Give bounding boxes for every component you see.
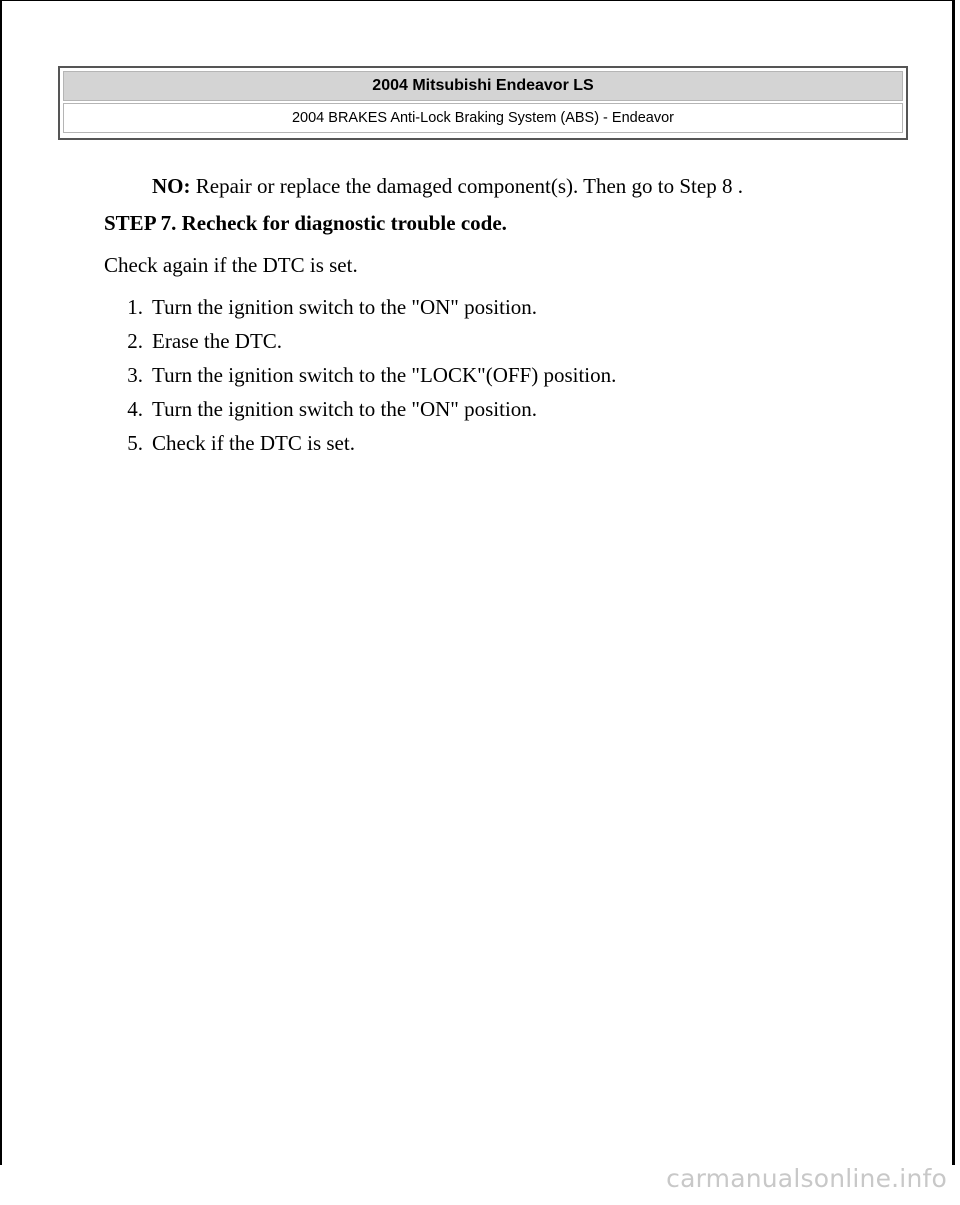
list-item <box>104 295 904 321</box>
intro-text: Check again if the DTC is set. <box>104 253 358 278</box>
document-body <box>104 174 904 465</box>
list-item <box>104 363 904 389</box>
list-item-number: 3. <box>127 362 143 387</box>
list-item-text: Check if the DTC is set. <box>152 430 355 455</box>
step-list <box>104 295 904 457</box>
header-title: 2004 Mitsubishi Endeavor LS <box>63 71 903 101</box>
no-result-paragraph <box>152 174 904 199</box>
list-item <box>104 431 904 457</box>
watermark: carmanualsonline.info <box>666 1164 947 1193</box>
list-item <box>104 329 904 355</box>
list-item-number: 5. <box>127 430 143 455</box>
no-text: Repair or replace the damaged component(s). Then go to Step 8 . <box>190 174 743 198</box>
list-item-text: Turn the ignition switch to the "ON" position. <box>152 294 538 319</box>
no-label: NO: <box>152 174 191 198</box>
document-header <box>58 66 908 140</box>
list-item-text: Turn the ignition switch to the "ON" position. <box>152 396 538 421</box>
step-heading: STEP 7. Recheck for diagnostic trouble code. <box>104 211 507 236</box>
header-subtitle: 2004 BRAKES Anti-Lock Braking System (ABS) - Endeavor <box>63 103 903 133</box>
list-item-number: 1. <box>127 294 143 319</box>
list-item-number: 4. <box>127 396 143 421</box>
list-item-number: 2. <box>127 328 143 353</box>
list-item-text: Turn the ignition switch to the "LOCK"(OFF) position. <box>152 362 617 387</box>
list-item <box>104 397 904 423</box>
list-item-text: Erase the DTC. <box>152 328 283 353</box>
